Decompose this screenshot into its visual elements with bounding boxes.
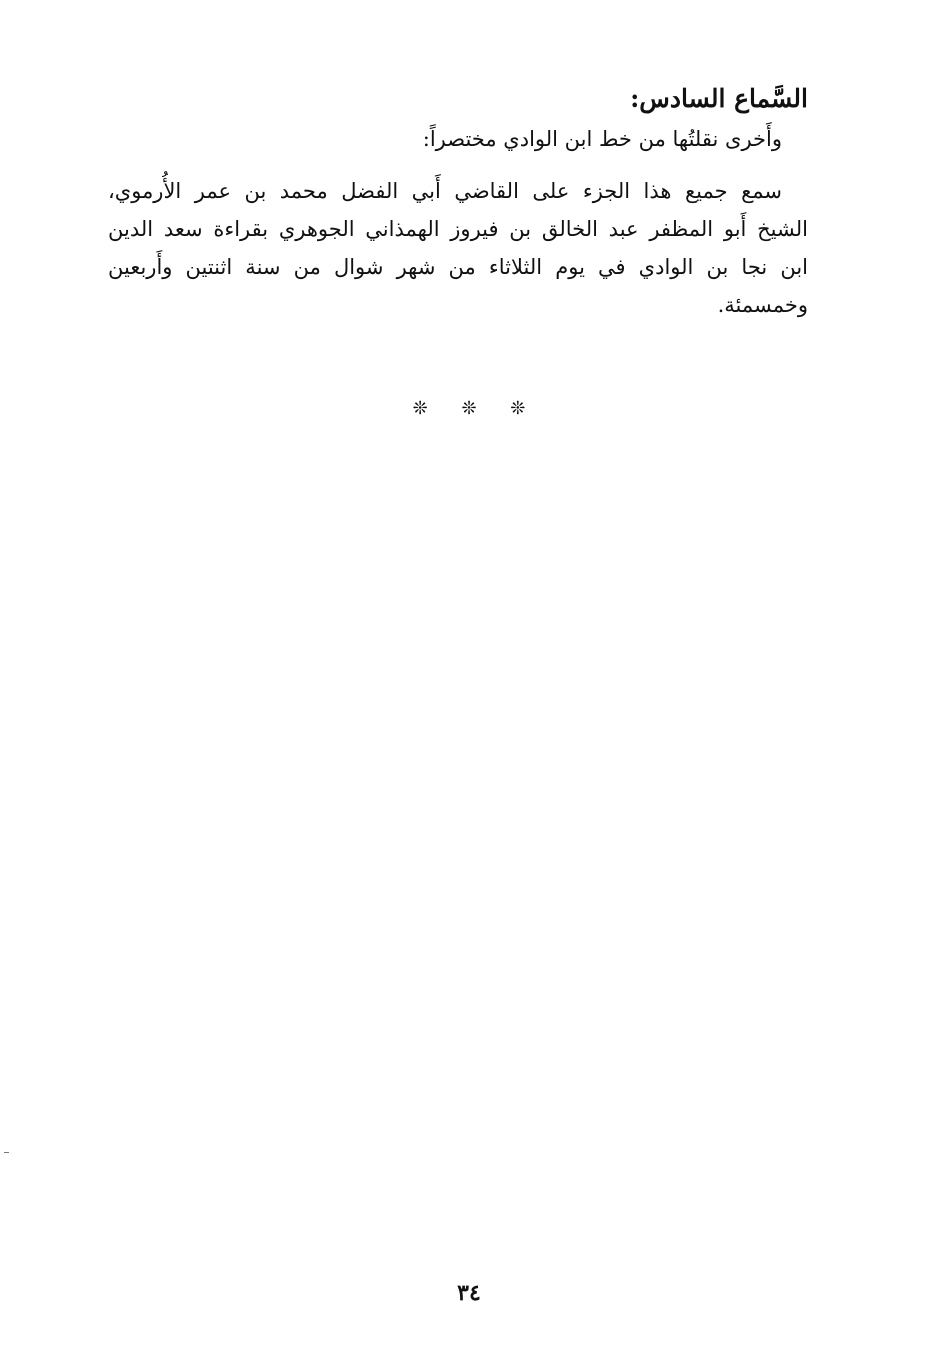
asterism-mark: ❊ <box>510 398 526 419</box>
body-paragraph <box>108 172 808 324</box>
section-heading: السَّماع السادس: <box>630 84 808 113</box>
asterism-mark: ❊ <box>412 398 428 419</box>
paragraph-line: الشيخ أَبو المظفر عبد الخالق بن فيروز الهمذاني الجوهري بقراءة سعد الدين <box>108 217 808 241</box>
source-note: وأَخرى نقلتُها من خط ابن الوادي مختصراً: <box>422 127 782 151</box>
page-content <box>108 78 808 324</box>
paragraph-line: سمع جميع هذا الجزء على القاضي أَبي الفضل محمد بن عمر الأُرموي، <box>108 179 782 203</box>
scan-speck <box>4 1152 9 1153</box>
asterism-mark: ❊ <box>461 398 477 419</box>
section-separator <box>0 398 938 419</box>
paragraph-line: وخمسمئة. <box>717 293 808 317</box>
page-number: ٣٤ <box>457 1280 481 1306</box>
paragraph-line: ابن نجا بن الوادي في يوم الثلاثاء من شهر شوال من سنة اثنتين وأَربعين <box>108 255 808 279</box>
